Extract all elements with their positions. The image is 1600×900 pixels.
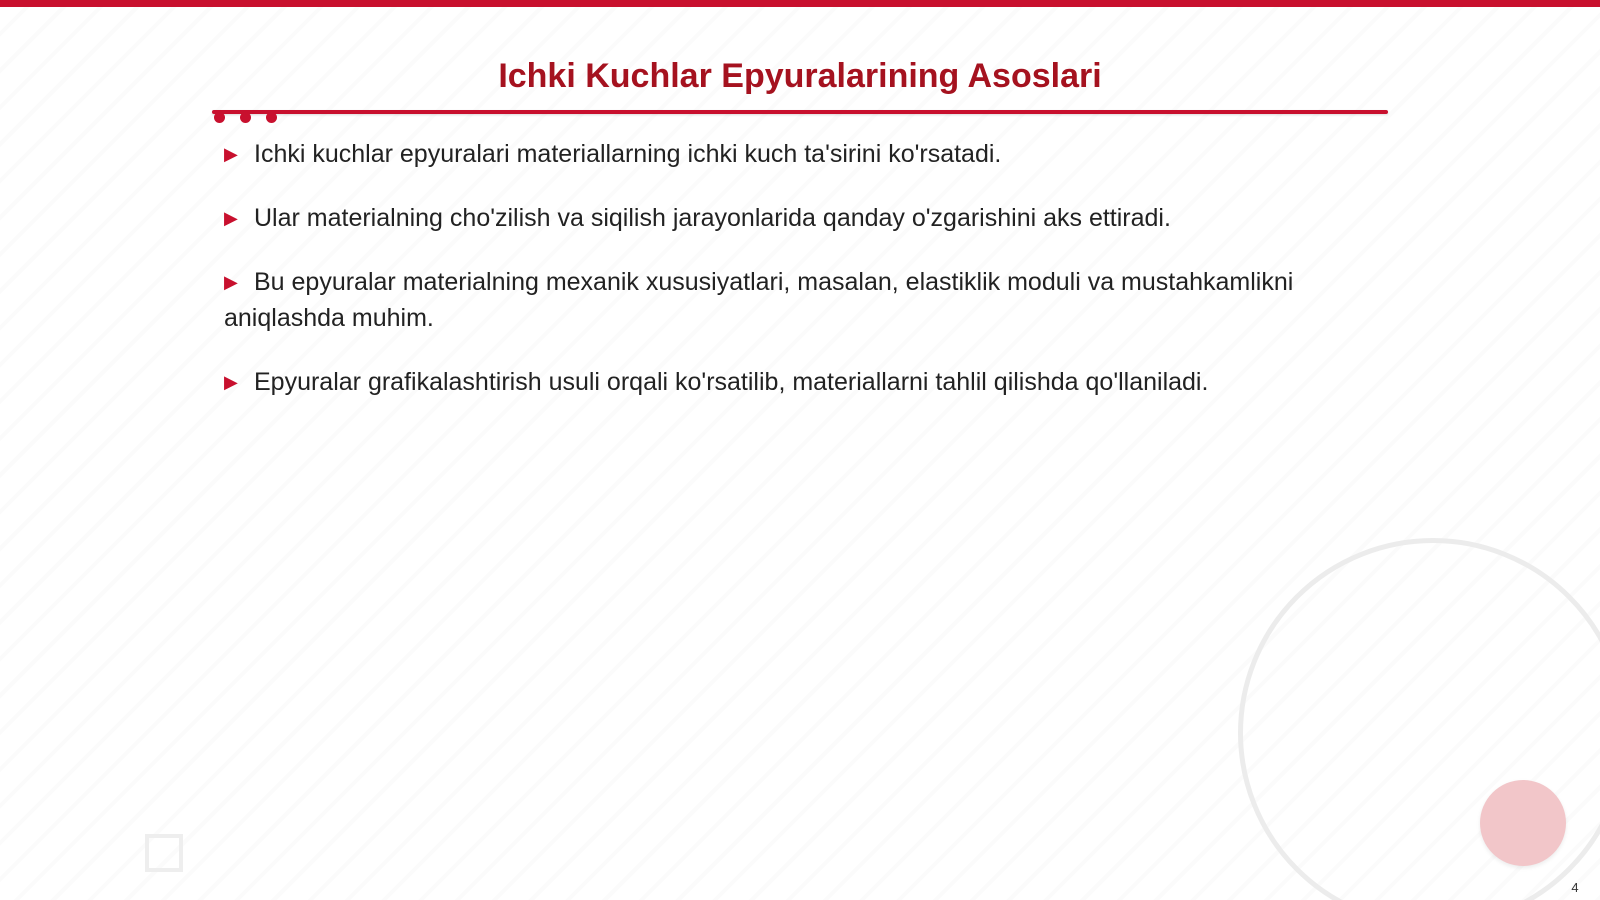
bullet-text: Bu epyuralar materialning mexanik xususiyatlari, masalan, elastiklik moduli va mustahkamlikni aniqlashda muhim. (224, 268, 1294, 332)
title-underline (212, 110, 1388, 114)
page-number: 4 (1571, 880, 1579, 895)
bullet-text: Epyuralar grafikalashtirish usuli orqali ko'rsatilib, materiallarni tahlil qilishda qo'llaniladi. (254, 368, 1209, 396)
slide-title: Ichki Kuchlar Epyuralarining Asoslari (498, 57, 1102, 95)
triangle-bullet-icon: ▶ (224, 144, 238, 164)
decorative-dot (240, 112, 251, 123)
bullet-item (224, 136, 1344, 172)
bullet-text: Ular materialning cho'zilish va siqilish jarayonlarida qanday o'zgarishini aks ettiradi. (254, 204, 1171, 232)
decorative-circle (1480, 780, 1566, 866)
top-accent-bar (0, 0, 1600, 7)
decorative-dot (214, 112, 225, 123)
bullet-item (224, 364, 1344, 400)
bullet-item (224, 200, 1344, 236)
triangle-bullet-icon: ▶ (224, 372, 238, 392)
bullet-item (224, 264, 1344, 336)
decorative-square (145, 834, 183, 872)
bullet-text: Ichki kuchlar epyuralari materiallarning ichki kuch ta'sirini ko'rsatadi. (254, 140, 1002, 168)
triangle-bullet-icon: ▶ (224, 272, 238, 292)
bullet-list (224, 136, 1344, 428)
triangle-bullet-icon: ▶ (224, 208, 238, 228)
decorative-dot (266, 112, 277, 123)
